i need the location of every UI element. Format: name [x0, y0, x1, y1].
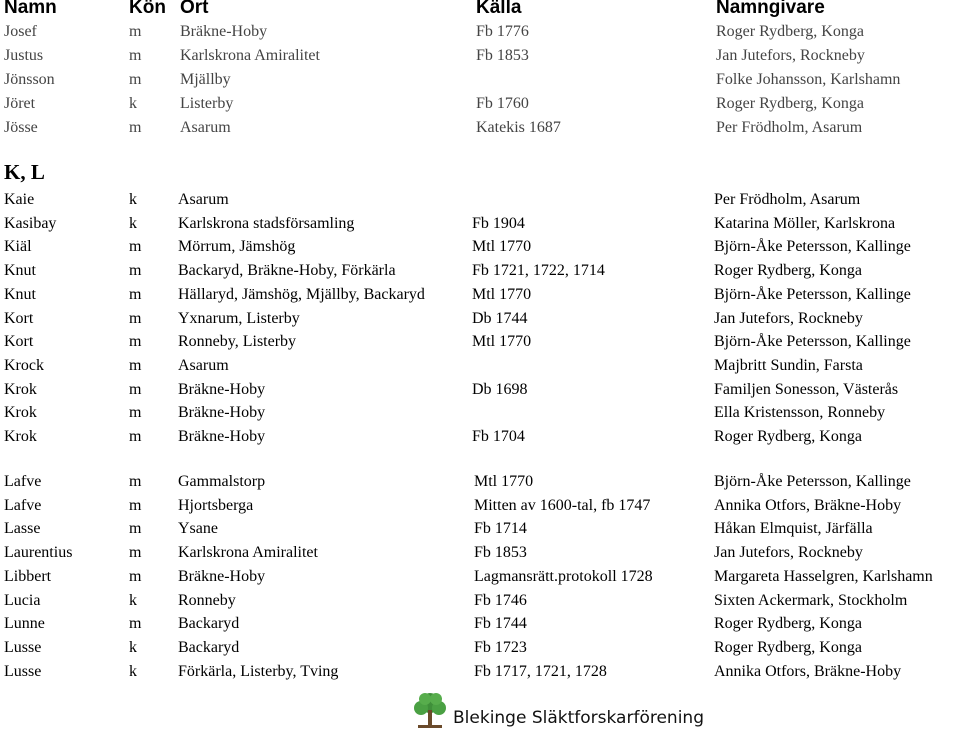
- cell-contributor: Majbritt Sundin, Farsta: [714, 356, 863, 374]
- cell-name: Krock: [4, 356, 44, 374]
- table-row: [0, 542, 960, 564]
- table-row: [0, 117, 960, 139]
- cell-source: Fb 1723: [474, 638, 527, 656]
- cell-place: Ysane: [178, 520, 218, 538]
- cell-gender: k: [129, 95, 137, 112]
- table-row: [0, 518, 960, 540]
- table-row: [0, 284, 960, 306]
- table-row: [0, 402, 960, 424]
- table-row: [0, 590, 960, 612]
- cell-place: Asarum: [178, 356, 229, 374]
- cell-name: Krok: [4, 428, 37, 445]
- cell-contributor: Jan Jutefors, Rockneby: [716, 47, 865, 64]
- cell-gender: m: [129, 333, 142, 351]
- cell-name: Libbert: [4, 567, 52, 585]
- cell-place: Bräkne-Hoby: [180, 23, 268, 40]
- cell-contributor: Katarina Möller, Karlskrona: [714, 214, 896, 232]
- cell-name: Lafve: [4, 473, 42, 490]
- table-row: [0, 471, 960, 493]
- cell-place: Karlskrona Amiralitet: [178, 544, 318, 562]
- cell-gender: m: [129, 404, 142, 422]
- cell-contributor: Roger Rydberg, Konga: [714, 638, 862, 656]
- cell-name: Knut: [4, 285, 36, 303]
- cell-gender: m: [129, 262, 142, 280]
- cell-gender: m: [129, 544, 142, 562]
- table-row: [0, 355, 960, 377]
- table-row: [0, 21, 960, 43]
- cell-place: Hjortsberga: [178, 496, 254, 514]
- cell-gender: m: [129, 356, 142, 374]
- cell-gender: m: [129, 380, 142, 398]
- cell-contributor: Roger Rydberg, Konga: [714, 615, 862, 633]
- cell-contributor: Björn-Åke Petersson, Kallinge: [714, 285, 911, 303]
- cell-source: Fb 1721, 1722, 1714: [472, 262, 605, 280]
- header-gender: Kön: [129, 0, 166, 18]
- cell-contributor: Björn-Åke Petersson, Kallinge: [714, 333, 911, 351]
- cell-name: Kort: [4, 333, 34, 351]
- cell-gender: m: [129, 615, 142, 633]
- cell-contributor: Familjen Sonesson, Västerås: [714, 380, 899, 398]
- cell-name: Lunne: [4, 615, 45, 633]
- header-source: Källa: [476, 0, 522, 18]
- cell-name: Jösse: [4, 119, 38, 136]
- cell-name: Jönsson: [4, 71, 55, 88]
- cell-gender: k: [129, 191, 137, 208]
- cell-gender: k: [129, 591, 137, 609]
- cell-gender: m: [129, 285, 142, 303]
- cell-gender: m: [129, 23, 142, 40]
- cell-gender: m: [129, 428, 142, 445]
- cell-name: Jöret: [4, 95, 36, 112]
- cell-name: Justus: [4, 47, 44, 64]
- cell-gender: m: [129, 238, 142, 256]
- cell-place: Karlskrona stadsförsamling: [178, 214, 355, 232]
- cell-name: Lasse: [4, 520, 41, 538]
- tree-icon: [410, 690, 450, 730]
- cell-place: Ronneby: [178, 591, 236, 609]
- cell-source: Fb 1904: [472, 214, 525, 232]
- cell-contributor: Ella Kristensson, Ronneby: [714, 404, 886, 422]
- cell-source: Fb 1704: [472, 428, 525, 445]
- cell-contributor: Per Frödholm, Asarum: [716, 119, 863, 136]
- cell-gender: m: [129, 47, 142, 64]
- cell-name: Lusse: [4, 662, 42, 680]
- cell-place: Förkärla, Listerby, Tving: [178, 662, 339, 680]
- table-row: [0, 236, 960, 258]
- cell-name: Lusse: [4, 638, 42, 656]
- cell-name: Krok: [4, 404, 37, 422]
- cell-contributor: Jan Jutefors, Rockneby: [714, 309, 863, 327]
- cell-gender: k: [129, 638, 137, 656]
- cell-name: Knut: [4, 262, 36, 280]
- cell-source: Mtl 1770: [472, 285, 532, 303]
- header-place: Ort: [180, 0, 209, 18]
- cell-gender: m: [129, 567, 142, 585]
- cell-gender: k: [129, 214, 137, 232]
- cell-source: Fb 1717, 1721, 1728: [474, 662, 607, 680]
- cell-place: Bräkne-Hoby: [178, 404, 266, 422]
- header-name: Namn: [4, 0, 57, 18]
- cell-place: Gammalstorp: [178, 473, 266, 490]
- cell-source: Fb 1744: [474, 615, 527, 633]
- cell-gender: m: [129, 473, 142, 490]
- cell-gender: m: [129, 71, 142, 88]
- footer: [410, 688, 740, 732]
- cell-source: Mtl 1770: [472, 238, 532, 256]
- cell-source: Fb 1853: [474, 544, 527, 562]
- cell-contributor: Annika Otfors, Bräkne-Hoby: [714, 662, 902, 680]
- cell-place: Ronneby, Listerby: [178, 333, 297, 351]
- cell-name: Lucia: [4, 591, 41, 609]
- cell-name: Laurentius: [4, 544, 73, 562]
- section-heading-k-l: K, L: [4, 160, 45, 184]
- table-row: [0, 426, 960, 448]
- cell-source: Fb 1760: [476, 95, 529, 112]
- cell-contributor: Roger Rydberg, Konga: [714, 428, 862, 445]
- cell-place: Karlskrona Amiralitet: [180, 47, 320, 64]
- cell-contributor: Annika Otfors, Bräkne-Hoby: [714, 496, 902, 514]
- cell-place: Bräkne-Hoby: [178, 380, 266, 398]
- table-row: [0, 93, 960, 115]
- cell-place: Asarum: [178, 191, 229, 208]
- cell-place: Hällaryd, Jämshög, Mjällby, Backaryd: [178, 285, 425, 303]
- cell-place: Backaryd: [178, 615, 240, 633]
- cell-place: Listerby: [180, 95, 234, 112]
- cell-contributor: Sixten Ackermark, Stockholm: [714, 591, 908, 609]
- table-row: [0, 495, 960, 517]
- cell-place: Backaryd, Bräkne-Hoby, Förkärla: [178, 262, 396, 280]
- cell-gender: m: [129, 309, 142, 327]
- table-row: [0, 613, 960, 635]
- cell-gender: m: [129, 520, 142, 538]
- cell-place: Yxnarum, Listerby: [178, 309, 300, 327]
- cell-contributor: Jan Jutefors, Rockneby: [714, 544, 863, 562]
- cell-gender: k: [129, 662, 137, 680]
- table-row: [0, 45, 960, 67]
- organization-name: Blekinge Släktforskarförening: [453, 708, 704, 728]
- table-row: [0, 566, 960, 588]
- table-row: [0, 379, 960, 401]
- cell-place: Bräkne-Hoby: [178, 567, 266, 585]
- table-row: [0, 189, 960, 211]
- cell-name: Kasibay: [4, 214, 57, 232]
- cell-name: Lafve: [4, 496, 42, 514]
- cell-contributor: Roger Rydberg, Konga: [716, 95, 864, 112]
- cell-contributor: Björn-Åke Petersson, Kallinge: [714, 238, 911, 256]
- cell-source: Fb 1776: [476, 23, 529, 40]
- header-contributor: Namngivare: [716, 0, 825, 18]
- cell-contributor: Folke Johansson, Karlshamn: [716, 71, 901, 88]
- cell-contributor: Håkan Elmquist, Järfälla: [714, 520, 873, 538]
- cell-place: Bräkne-Hoby: [178, 428, 266, 445]
- cell-source: Fb 1853: [476, 47, 529, 64]
- cell-source: Fb 1746: [474, 591, 527, 609]
- cell-source: Mtl 1770: [474, 473, 534, 490]
- table-row: [0, 69, 960, 91]
- cell-name: Kaie: [4, 191, 35, 208]
- cell-contributor: Per Frödholm, Asarum: [714, 191, 861, 208]
- table-row: [0, 661, 960, 683]
- cell-place: Mjällby: [180, 71, 231, 88]
- cell-source: Mitten av 1600-tal, fb 1747: [474, 496, 651, 514]
- cell-name: Josef: [4, 23, 37, 40]
- cell-source: Db 1744: [472, 309, 528, 327]
- cell-source: Fb 1714: [474, 520, 527, 538]
- cell-gender: m: [129, 496, 142, 514]
- table-row: [0, 637, 960, 659]
- cell-source: Lagmansrätt.protokoll 1728: [474, 567, 653, 585]
- table-row: [0, 331, 960, 353]
- table-header: [0, 0, 960, 23]
- table-row: [0, 260, 960, 282]
- cell-place: Mörrum, Jämshög: [178, 238, 296, 256]
- cell-place: Asarum: [180, 119, 231, 136]
- cell-source: Mtl 1770: [472, 333, 532, 351]
- cell-contributor: Roger Rydberg, Konga: [716, 23, 864, 40]
- cell-contributor: Margareta Hasselgren, Karlshamn: [714, 567, 933, 585]
- table-row: [0, 308, 960, 330]
- cell-gender: m: [129, 119, 142, 136]
- cell-place: Backaryd: [178, 638, 240, 656]
- cell-name: Krok: [4, 380, 37, 398]
- cell-source: Db 1698: [472, 380, 528, 398]
- cell-name: Kort: [4, 309, 34, 327]
- cell-source: Katekis 1687: [476, 119, 561, 136]
- cell-contributor: Roger Rydberg, Konga: [714, 262, 862, 280]
- cell-contributor: Björn-Åke Petersson, Kallinge: [714, 473, 911, 490]
- cell-name: Kiäl: [4, 238, 32, 256]
- table-row: [0, 213, 960, 235]
